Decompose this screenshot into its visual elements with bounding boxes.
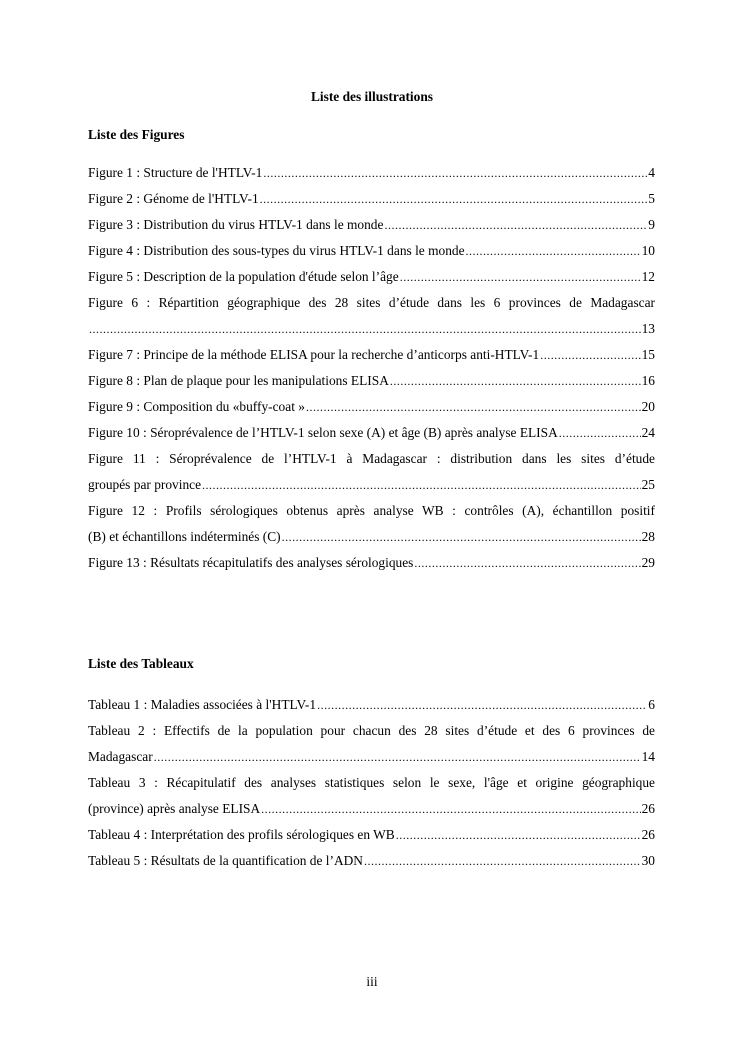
figure-entry-title: Figure 1 : Structure de l'HTLV-1 <box>88 165 263 180</box>
figure-entry-title: Figure 9 : Composition du «buffy-coat » <box>88 399 305 414</box>
figure-entry-title: Figure 3 : Distribution du virus HTLV-1 dans le monde <box>88 217 384 232</box>
table-entry-page: 14 <box>641 749 655 764</box>
dot-leader <box>364 848 641 874</box>
table-entry[interactable] <box>88 770 655 822</box>
dot-leader <box>396 822 641 848</box>
tables-heading: Liste des Tableaux <box>88 656 194 671</box>
table-entry-title: Tableau 5 : Résultats de la quantification de l’ADN <box>88 853 363 868</box>
figure-entry[interactable] <box>88 160 655 186</box>
page-title: Liste des illustrations <box>310 89 433 104</box>
table-entry[interactable] <box>88 692 655 718</box>
table-entry-page: 30 <box>641 853 655 868</box>
figure-entry[interactable] <box>88 368 655 394</box>
dot-leader <box>414 550 640 576</box>
tables-list <box>88 692 655 874</box>
figure-entry-title: Figure 5 : Description de la population d'étude selon l’âge <box>88 269 399 284</box>
dot-leader <box>466 238 641 264</box>
figure-entry-title: Figure 2 : Génome de l'HTLV-1 <box>88 191 259 206</box>
figure-entry-title: Figure 8 : Plan de plaque pour les manipulations ELISA <box>88 373 389 388</box>
figure-entry-page: 9 <box>648 217 655 232</box>
figure-entry[interactable] <box>88 420 655 446</box>
table-entry[interactable] <box>88 822 655 848</box>
figure-entry-title: Figure 13 : Résultats récapitulatifs des analyses sérologiques <box>88 555 414 570</box>
figure-entry[interactable] <box>88 212 655 238</box>
figure-entry-page: 10 <box>641 243 655 258</box>
figure-entry-page: 16 <box>641 373 655 388</box>
figure-entry[interactable] <box>88 342 655 368</box>
figure-entry-page: 20 <box>641 399 655 414</box>
figure-entry-text: Figure 6 : Répartition géographique des 28 sites d’étude dans les 6 provinces de Madagascar <box>88 295 655 310</box>
dot-leader <box>559 420 641 446</box>
figures-heading: Liste des Figures <box>88 127 185 142</box>
figure-entry[interactable] <box>88 550 655 576</box>
figure-entry-page: 29 <box>641 555 655 570</box>
figure-entry-page: 5 <box>648 191 655 206</box>
figure-entry-title: Figure 4 : Distribution des sous-types du virus HTLV-1 dans le monde <box>88 243 465 258</box>
table-entry[interactable] <box>88 718 655 770</box>
page-number: iii <box>366 974 378 989</box>
figure-entry[interactable] <box>88 446 655 498</box>
dot-leader <box>400 264 641 290</box>
figure-entry[interactable] <box>88 498 655 550</box>
table-entry-title: Tableau 1 : Maladies associées à l'HTLV-1 <box>88 697 317 712</box>
table-entry-title: (province) après analyse ELISA <box>88 801 261 816</box>
dot-leader <box>306 394 641 420</box>
figure-entry-page: 24 <box>641 425 655 440</box>
figure-entry-page: 28 <box>641 529 655 544</box>
figure-entry-title: Figure 10 : Séroprévalence de l’HTLV-1 selon sexe (A) et âge (B) après analyse ELISA <box>88 425 558 440</box>
dot-leader <box>202 472 641 498</box>
dot-leader <box>154 744 641 770</box>
table-entry-title: Tableau 4 : Interprétation des profils sérologiques en WB <box>88 827 395 842</box>
figure-entry[interactable] <box>88 394 655 420</box>
table-entry-title: Madagascar <box>88 749 153 764</box>
figure-entry[interactable] <box>88 186 655 212</box>
table-entry-page: 26 <box>641 801 655 816</box>
dot-leader <box>261 796 640 822</box>
figure-entry[interactable] <box>88 290 655 342</box>
dot-leader <box>282 524 641 550</box>
dot-leader <box>540 342 640 368</box>
figure-entry-page: 13 <box>641 321 655 336</box>
dot-leader <box>260 186 648 212</box>
figure-entry-title: (B) et échantillons indéterminés (C) <box>88 529 281 544</box>
figure-entry[interactable] <box>88 238 655 264</box>
figure-entry-page: 12 <box>641 269 655 284</box>
figure-entry-text: Figure 11 : Séroprévalence de l’HTLV-1 à Madagascar : distribution dans les sites d’étude <box>88 451 655 466</box>
table-entry-text: Tableau 2 : Effectifs de la population pour chacun des 28 sites d’étude et des 6 provinces de <box>88 723 655 738</box>
table-entry-page: 26 <box>641 827 655 842</box>
table-entry-page: 6 <box>648 697 655 712</box>
dot-leader <box>89 316 641 342</box>
dot-leader <box>317 692 647 718</box>
figure-entry-page: 25 <box>641 477 655 492</box>
figures-list <box>88 160 655 576</box>
figure-entry-title: Figure 7 : Principe de la méthode ELISA pour la recherche d’anticorps anti-HTLV-1 <box>88 347 540 362</box>
figure-entry-page: 4 <box>648 165 655 180</box>
dot-leader <box>384 212 647 238</box>
figure-entry-page: 15 <box>641 347 655 362</box>
figure-entry-title: groupés par province <box>88 477 202 492</box>
dot-leader <box>390 368 641 394</box>
figure-entry-text: Figure 12 : Profils sérologiques obtenus après analyse WB : contrôles (A), échantillon positif <box>88 503 655 518</box>
table-entry[interactable] <box>88 848 655 874</box>
table-entry-text: Tableau 3 : Récapitulatif des analyses statistiques selon le sexe, l'âge et origine géographique <box>88 775 655 790</box>
figure-entry[interactable] <box>88 264 655 290</box>
dot-leader <box>263 160 647 186</box>
